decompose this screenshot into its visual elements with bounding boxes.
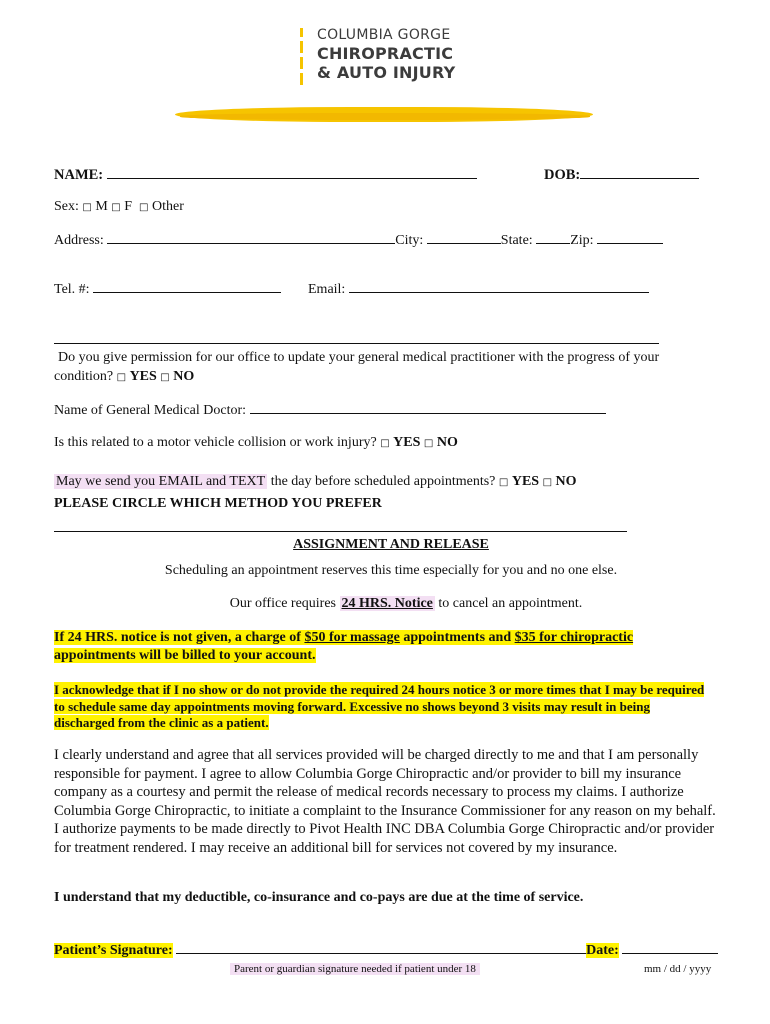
email-label: Email: xyxy=(308,282,346,297)
circle-method-instruction: PLEASE CIRCLE WHICH METHOD YOU PREFER xyxy=(54,496,382,511)
collision-question: Is this related to a motor vehicle collision or work injury? xyxy=(54,435,377,450)
collision-no-checkbox[interactable]: □ xyxy=(423,438,434,449)
charge-mid: appointments and xyxy=(403,630,512,645)
collision-yes-label: YES xyxy=(393,435,421,450)
sex-f-label: F xyxy=(124,199,133,214)
contact-row xyxy=(54,473,577,492)
state-label: State: xyxy=(500,233,533,248)
logo-line-3: & AUTO INJURY xyxy=(317,63,456,82)
contact-yes-label: YES xyxy=(511,474,540,489)
permission-answer-row xyxy=(54,368,194,387)
contact-question: the day before scheduled appointments? xyxy=(270,474,496,489)
dob-row xyxy=(544,166,699,184)
email-row xyxy=(308,280,649,299)
tel-row xyxy=(54,280,281,299)
email-field[interactable] xyxy=(349,280,649,293)
ack-line-1: I acknowledge that if I no show or do not provide the required 24 hours notice 3 or more times that I may be required xyxy=(54,682,705,697)
address-row xyxy=(54,231,663,250)
charge-line-2-text: appointments will be billed to your account. xyxy=(54,648,316,663)
ack-line-3: discharged from the clinic as a patient. xyxy=(54,715,269,730)
clinic-logo xyxy=(298,26,478,92)
permission-yes-label: YES xyxy=(129,369,157,384)
charge-chiro: $35 for chiropractic xyxy=(514,630,634,645)
sex-other-checkbox[interactable]: □ xyxy=(139,202,149,213)
agreement-paragraph: I clearly understand and agree that all services provided will be charged directly to me and that I am personally responsible for payment. I agree to allow Columbia Gorge Chiropractic and/or provider to bill my insurance company as a courtesy and permit the release of medical records necessary to process my claims. I authorize Columbia Gorge Chiropractic, to initiate a complaint to the Insurance Commissioner for any reason on my behalf. I authorize payments to be made directly to Pivot Health INC DBA Columbia Gorge Chiropractic and/or provider for treatment rendered. I may receive an additional bill for services not covered by my insurance. xyxy=(54,747,716,856)
assignment-heading: ASSIGNMENT AND RELEASE xyxy=(293,537,489,552)
collision-yes-checkbox[interactable]: □ xyxy=(380,438,390,449)
dob-field[interactable] xyxy=(580,166,699,179)
city-label: City: xyxy=(395,233,424,248)
acknowledge-block xyxy=(54,682,704,732)
logo-mark xyxy=(298,28,306,88)
requires-highlight: 24 HRS. Notice xyxy=(341,596,433,611)
signature-label: Patient’s Signature: xyxy=(54,943,173,958)
sex-m-label: M xyxy=(95,199,108,214)
date-field[interactable] xyxy=(622,941,718,954)
requires-pre: Our office requires xyxy=(229,596,337,611)
tel-field[interactable] xyxy=(93,280,281,293)
name-label: NAME: xyxy=(54,167,104,183)
contact-yes-checkbox[interactable]: □ xyxy=(498,477,509,488)
city-field[interactable] xyxy=(427,231,501,244)
signature-row xyxy=(54,941,718,960)
logo-line-2: CHIROPRACTIC xyxy=(317,44,454,63)
collision-no-label: NO xyxy=(436,435,458,450)
permission-yes-checkbox[interactable]: □ xyxy=(116,372,127,383)
section-divider-2 xyxy=(54,531,627,532)
state-field[interactable] xyxy=(536,231,570,244)
signature-field[interactable] xyxy=(176,941,586,954)
ack-line-2: to schedule same day appointments moving forward. Excessive no shows beyond 3 visits may result in being xyxy=(54,698,651,714)
address-field[interactable] xyxy=(107,231,395,244)
contact-no-label: NO xyxy=(555,474,577,489)
guardian-note-row xyxy=(230,962,480,976)
section-divider xyxy=(54,343,659,344)
charge-line-1 xyxy=(54,629,633,647)
date-format-hint: mm / dd / yyyy xyxy=(644,963,712,975)
sex-m-checkbox[interactable]: □ xyxy=(82,202,92,213)
contact-highlight: May we send you EMAIL and TEXT xyxy=(56,474,266,489)
date-label: Date: xyxy=(586,943,619,958)
permission-question: Do you give permission for our office to update your general medical practitioner with the progress of your xyxy=(58,350,660,365)
address-label: Address: xyxy=(54,233,104,248)
permission-no-checkbox[interactable]: □ xyxy=(160,372,170,383)
tel-label: Tel. #: xyxy=(54,282,90,297)
dob-label: DOB: xyxy=(544,167,581,183)
logo-line-1: COLUMBIA GORGE xyxy=(317,27,451,43)
charge-line-2 xyxy=(54,647,316,665)
notice-requirement xyxy=(0,595,770,613)
reserve-text: Scheduling an appointment reserves this time especially for you and no one else. xyxy=(164,563,618,578)
permission-no-label: NO xyxy=(173,369,195,384)
decorative-brush-stroke-shadow xyxy=(180,113,590,120)
sex-label: Sex: xyxy=(54,199,79,214)
deductible-statement: I understand that my deductible, co-insurance and co-pays are due at the time of service. xyxy=(54,890,584,905)
zip-field[interactable] xyxy=(597,231,663,244)
requires-post: to cancel an appointment. xyxy=(438,596,583,611)
charge-pre: If 24 HRS. notice is not given, a charge of xyxy=(54,630,301,645)
charge-massage: $50 for massage xyxy=(304,630,400,645)
doctor-row xyxy=(54,401,606,420)
name-row xyxy=(54,166,477,184)
doctor-label: Name of General Medical Doctor: xyxy=(54,403,247,418)
sex-other-label: Other xyxy=(152,199,184,214)
zip-label: Zip: xyxy=(570,233,594,248)
collision-row xyxy=(54,434,458,453)
doctor-field[interactable] xyxy=(250,401,606,414)
name-field[interactable] xyxy=(107,166,477,179)
contact-no-checkbox[interactable]: □ xyxy=(542,477,553,488)
guardian-note: Parent or guardian signature needed if patient under 18 xyxy=(230,963,480,975)
sex-row xyxy=(54,198,184,217)
sex-f-checkbox[interactable]: □ xyxy=(111,202,121,213)
permission-question-cont: condition? xyxy=(54,369,114,384)
